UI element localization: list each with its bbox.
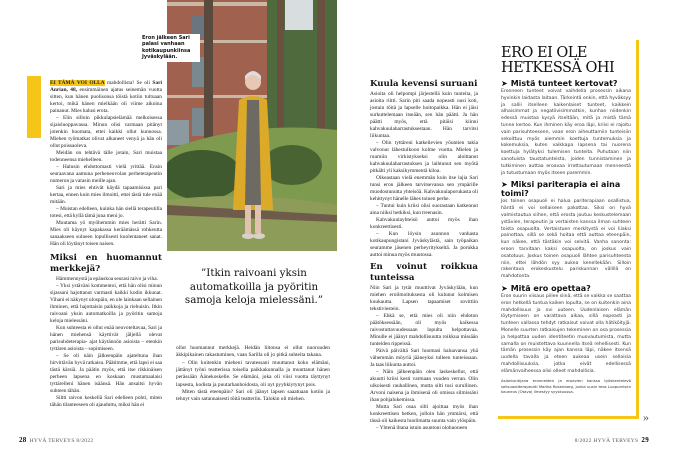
- paragraph: – Näin jälkeenpäin olen laskeskellut, että akuutti kriisi kesti varmaan vuoden verran. Olin ulkoisesti rauhallinen, mutta silti tosi surullinen. Arvoni naisena ja ihmisenä oli omissa silmissäni ihan pohjalukemissa.: [370, 369, 478, 403]
- arrow-icon: ➤: [501, 180, 508, 190]
- article-column-3: [370, 76, 478, 432]
- paragraph: – Yksi ystäväni kommentoi, että hän olisi minun sijassani hajottanut varmasti kaikki kodin ikkunat. Vihani ei näkynyt ulospäin, en ole lainkaan sellainen ihminen, että hajottaisin paikkoja ja riehuisin. Itkin raivoani yksin automatkoilla ja pyöritin samoja kelojа mielessäni.: [50, 283, 162, 324]
- paragraph: – Muistan edelleen, kuinka hän siellä terapeutilla totesi, että kyllä tämä juna meni jo.: [50, 206, 162, 219]
- intro-name: Sari Anrian, 48,: [50, 80, 162, 93]
- paragraph: Meidän on tehtävä tälle jotain, Sari muistaa todenneensa miehelleen.: [50, 150, 162, 163]
- paragraph: Oikeastaan vielä enemmän kuin itse lajia Sari tunsi eron jälkeen tarvitsevansa sen ympärille muodostunutta yhteisöä. Kahvakuulaporukasta oli kehittynyt hänelle lähes toinen perhe.: [370, 175, 478, 202]
- pull-quote: ”Itkin raivoani yksin automatkoilla ja pyöritin samoja keloja mielessäni.”: [184, 267, 324, 306]
- paragraph: – Se oli näin jälkeenpäin ajateltuna ihan hirvittävän hyvä ratkaisu. Päätimme, että lapsi ei saa tästä kärsiä. Ja päätin myös, että itse rikkinäisen perheen lapsena en koskaan mustamaalaisi tyttärelleni hänen isäänsä. Hän ansaitsi hyvän suhteen tähän.: [50, 353, 162, 394]
- paragraph: – Tuntui kuin kriisi olisi suorastaan katkennut aina niiksi hetkiksi, kun treenasin.: [370, 203, 478, 216]
- box-section-heading-text: Mitä ero opettaa?: [510, 283, 591, 293]
- arrow-icon: ➤: [501, 283, 508, 293]
- box-credit: Asiantuntijana eronneiden ja eroavien kanssa työskentelevä seksuaaliterapeutti Marika Rosenborg, jonka uusin teos Luopumisen kauneus (Otava) ilmestyy syyskuussa.: [501, 378, 631, 394]
- magazine-issue: 8/2022 HYVÄ TERVEYS: [574, 438, 639, 444]
- paragraph: Siltti raivon keskellä Sari edelleen pohti, miten tähän tilanteeseen oli ajauduttu, miksi hän ei: [50, 395, 162, 408]
- box-section-heading: [501, 284, 631, 293]
- paragraph: – Elin silloin pikkulapsielämää melkoisessa sijaisluoppavassa. Minun olisi varmaan pitänyt jotenkin huomata, ettei kaikki ollut kunnossa. Miehen työmatkat olivat alkaneet venyä ja hän oli ollut poissaoleva.: [50, 115, 162, 149]
- intro-lead: EI TÄMÄ VOI OLLA: [50, 80, 105, 86]
- footer-right: [575, 436, 652, 444]
- paragraph: – Olin kuitenkin mieheni tavatessani muuttanut koko elämäni, jättänyt työni teatterissa toisella paikkakunnalla ja muuttanut hänen perässään Äänekoskelle. Se elämäni, joka oli viisi vuotta täyttynyt lapsesta, kodista ja puutarhanhoidosta, oli nyt pyyhkiytynyt pois.: [176, 359, 330, 388]
- box-section-text: Jos toinen osapuoli ei halua pariterapiaan osallistua, häntä ei voi sellaiseen pakottaa. Siksi on hyvä valmistautua siihen, että erosta joutuu keskustelemaan ystävien, terapeutin ja vertaisten kanssa ilman suhteen toista osapuolta. Vertaistuen merkitystä ei voi liiaksi painottaa, sillä se sekä hoitaa että auttaa eteenpäin, kun näkee, että tästäkin voi selvitä. Vanha sanonta: eroon tarvitaan kaksi osapuolta, on joskus vain osatotuus. Joskus toinen osapuoli lähtee parisuhteesta niin, ettei lähdön syy aukea kenellekään. Silloin rakentava erokeskustelu pariskunnan välillä on mahdotonta.: [501, 199, 631, 280]
- article-column-1: [50, 80, 162, 409]
- intro-rest: ensimmäinen ajatus seinemän vuotta sitten, kun hänen puolisonsa töistä kotiin tultuaan kertoi, mikä hänen mielkään oli viime aikoina painanut. Mies halusi erota.: [50, 87, 163, 114]
- page-number: 29: [641, 436, 649, 444]
- decorative-yellow-bar: [27, 76, 41, 138]
- arrow-icon: ➤: [501, 79, 508, 88]
- sidebar-info-box: [498, 40, 639, 419]
- magazine-issue: HYVÄ TERVEYS 8/2022: [29, 438, 94, 444]
- box-section-heading: [501, 180, 631, 198]
- paragraph: Sari ja mies ehtivät käydä tapaamisissa pari kertaa, ennen kuin mies ilmoitti, ettei tästä tule enää mitään.: [50, 185, 162, 205]
- subheading: Miksi en huomannut merkkejä?: [50, 253, 162, 274]
- box-section-text: Eronneen tunteet voivat vaihdella prosessin aikana hyvinkin laidasta laitaan. Tärkeintä onkin, että hyväksyy ja sallii itselleen kaikenlaiset tunteet, kaikkein alhaisimmat ja negatiivisimmatkin, kunhan niidenkin edessä muistaa kysyä itseltään, mitä ja mistä tämä tunne kertoo. Kun ihminen käy eroa läpi, kriisi ei rajoitu vain parisuhteeseen, vaan eron aiheuttamiin tunteisiin sekoittuu myös aiemmin koettuja tuntemuksia ja kokemuksia, kuten vaikkapa lapsena tai nuorena koettuja hylätyksi tulemisen tunteita. Puhutaan niin sanotuista taustatunteista, joiden tunnistaminen ja tutkiminen auttaa eroavaa irrottautumaan menneestä ja tutustumaan myös itseen paremmin.: [501, 89, 631, 176]
- paragraph: Asioita oli helpompi järjestellä kuin tunteita, ja asioita riitti. Sarin piti saada nopeasti uusi koti, jostain töitä ja lapselle hoitopaikka. Hän ei jäisi surkuttelemaan itseään, sen hän päätti. Ja hän päätti myös, että pitäisi kiinni kahvakuulaharrastuksestaan. Hän tarvitsi liikuntaa.: [370, 91, 478, 139]
- box-title: ERO EI OLE HETKESSÄ OHI: [501, 45, 615, 76]
- paragraph: Hämmennystä ja epäuskoa seurasi raivo ja viha.: [56, 276, 158, 282]
- page-number: 28: [19, 436, 27, 444]
- paragraph: – Kun löysin asunnon vanhasta kotikaupungistani Jyväskylästä, sain työpaikan seuramme jäsenen perheyritykseltä. Ja porukka auttoi minua myös muutossa.: [370, 231, 478, 258]
- continue-arrow-icon: »: [643, 410, 649, 424]
- box-section-heading-text: Miksi pariterapia ei aina toimi?: [501, 180, 621, 199]
- photo-caption: Eron jälkeen Sari palasi vanhaan kotikaupunkiinsa Jyväskylään.: [140, 34, 200, 62]
- box-section-text: Eron suurin viisaus piilee siinä, että se vaikka se saattaa eron hetkellä tuntua kaiken lopulta, se on kuitenkin aina mahdollisuus ja ovi uuteen. Uudenlaisen elämän löytymiseen on varattava aikaa, sillä nopeasti ja tunteen vallassa tehdyt ratkaisut voivat olla hätiköityjä. Monelle suurten ratkaisujen tekeminen on osa prosessia ja helpottaa uuden identiteetin muovautumista, mutta samalla on muistettava kuunnella itseä rehellisesti. Kun tämän prosessin käy ajan kanssa läpi, näkee itsensä uudella tavalla ja eteen aukeaa usein sellaisia mahdollisuuksia, jotka eivät edellisessä elämänvaiheessa olisi olleet mahdollisia.: [501, 293, 631, 374]
- article-column-2: [176, 345, 330, 404]
- subheading: En voinut roikkua tunteissa: [370, 262, 478, 283]
- intro-paragraph: [50, 80, 162, 115]
- intro-text: mahdollista! Se oli: [104, 80, 153, 86]
- paragraph: Mutta Sari osaa silti ajoittaa myös ihan konkreettisen hetken, jolloin hän ymmärsi, että tässä oli kaikesta huolimatta suunta vain ylöspäin.: [370, 404, 478, 424]
- box-section-heading-text: Mistä tunteet kertovat?: [510, 79, 618, 88]
- paragraph: – Olin tyttäreni katkeilevien yöuntien takia valvonut lähestulkoon kolme vuotta. Mielen ja ruumiin virkistykseksi olin aloittanut kahvakuulaharrastuksen ja laihtunut sen myötä pitkälti yli kaksikymmentä kiloa.: [370, 140, 478, 174]
- paragraph: Päivä päivältä Sari huomasi haluavansa yhä vähemmän möyriä jääneyksi tulleen tunteissaan. Ja taas liikunta auttoi.: [370, 348, 478, 368]
- paragraph: ollut huomannut merkkejä. Heidän liitonsa ei ollut nuoruuden äkkipikainen rakastuminen, vaan Sarilla oli jo pitkä suhteita takana.: [176, 345, 330, 359]
- paragraph: – Yhtenä iltana istuin asuntoni olohuoneen: [376, 425, 468, 431]
- paragraph: Miten tästä eteenpäin? Sari oli jäänyt lapsen saaatuaan kotiin ja tehnyt vain satunnaisesti töitä teatteriin. Talokin oli miehen.: [176, 389, 330, 403]
- paragraph: Kun suhteesta ei ollut enää neuvoteltavaa, Sari ja hänen miehensä käyttivät jäljellä olevat parisuhdeterapia- ajat käytännön asioista – etenkin tyttären asioista – sopimiseen.: [50, 325, 162, 352]
- paragraph: Kahvakuulayhteisö auttoi myös ihan konkreettisesti.: [370, 217, 478, 230]
- paragraph: – Ehkä se, että mies oli niin ehdoton päätöksessään, oli myös kaikessa raivostuttavuudessaan lopulta helpottavaa. Minulle ei jäänyt mahdollisuutta roikkua missään tunteiden rippeissä.: [370, 313, 478, 347]
- paragraph: – Halusin ehdottomasti vielä yrittää. Ensin seuraavana aamuna perheneuvolan perheterapeutin numeron ja varasin meille ajan.: [50, 164, 162, 184]
- paragraph: Niin Sari ja tytär muuttivat Jyväskylään, kun miehen erоilmoituksesta oli kulunut kolmisen kuukautta. Lapsen tapaamiset sovittiin tekstiviestein.: [370, 285, 478, 312]
- box-section-heading: [501, 79, 631, 88]
- footer-left: [16, 436, 93, 444]
- subheading: Kuula kevensi suruani: [370, 79, 478, 89]
- paragraph: Muutama yö myöhemmin mies herätti Sarin. Mies oli käynyt kapakassa keräämässä rohkeutta sanaakseen sulneen lopullisesti kuolentaneet sanat. Hän oli löytänyt toisen naisen.: [50, 220, 162, 247]
